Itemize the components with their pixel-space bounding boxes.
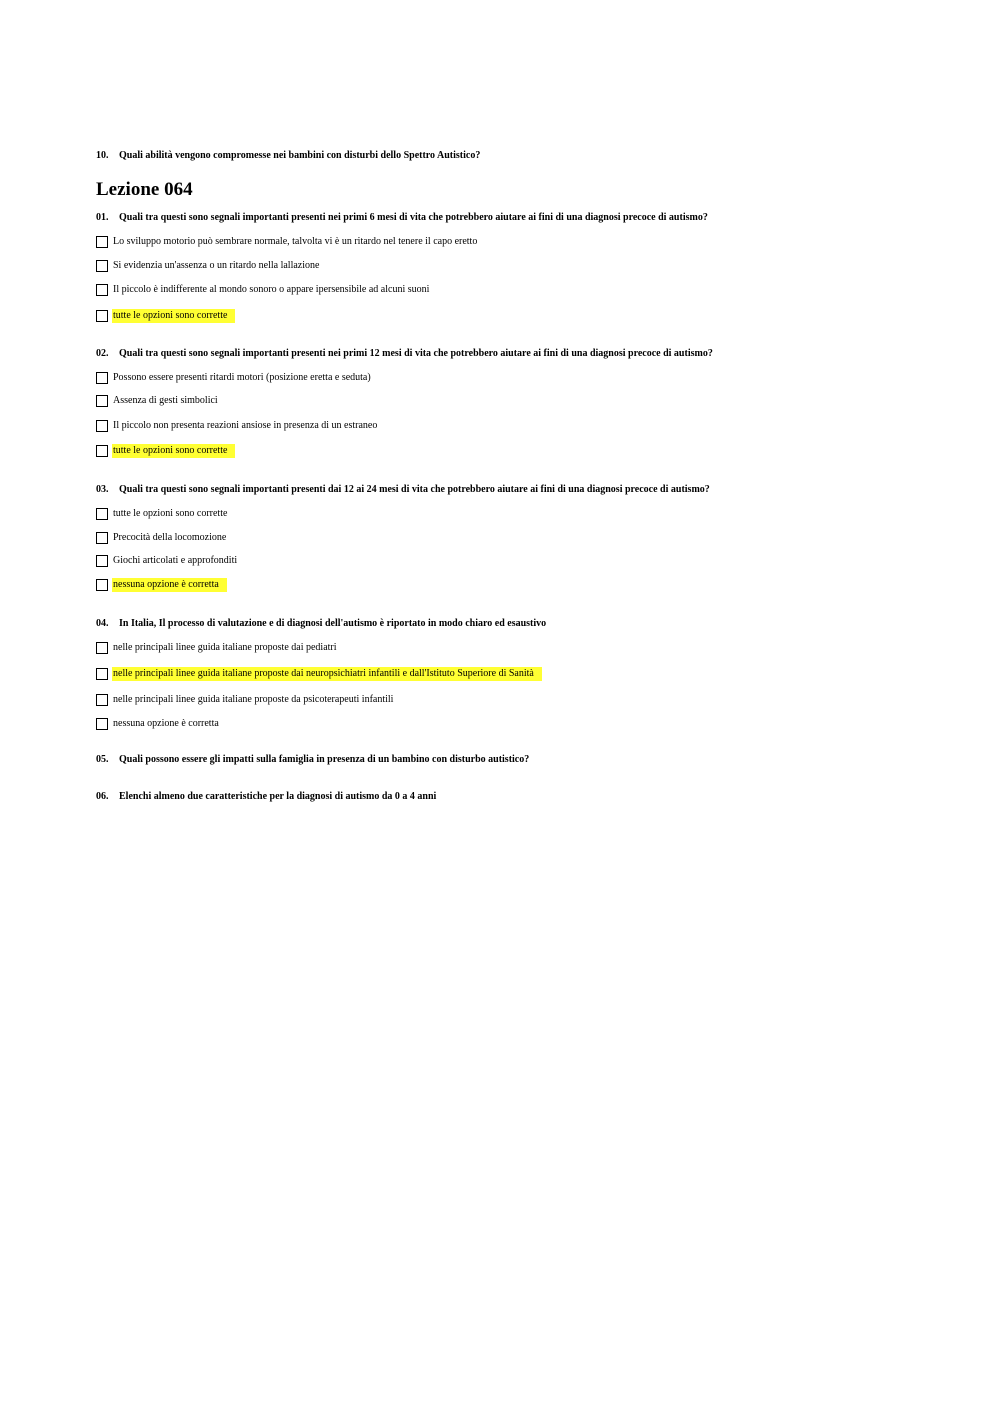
- checkbox[interactable]: [96, 236, 108, 248]
- question-text: In Italia, Il processo di valutazione e di diagnosi dell'autismo è riportato in modo chiaro ed esaustivo: [119, 618, 547, 629]
- option-text: nelle principali linee guida italiane proposte dai pediatri: [113, 642, 337, 653]
- question-number: 03.: [96, 484, 109, 495]
- question-text: Quali abilità vengono compromesse nei bambini con disturbi dello Spettro Autistico?: [119, 150, 481, 161]
- answer-option[interactable]: [96, 530, 228, 546]
- question-text: Quali tra questi sono segnali importanti presenti nei primi 6 mesi di vita che potrebbero aiutare ai fini di una diagnosi precoce di autismo?: [119, 212, 708, 223]
- checkbox[interactable]: [96, 555, 108, 567]
- answer-option[interactable]: [96, 418, 379, 434]
- answer-option[interactable]: [96, 692, 395, 708]
- option-text: Possono essere presenti ritardi motori (posizione eretta e seduta): [113, 372, 371, 383]
- checkbox[interactable]: [96, 260, 108, 272]
- checkbox[interactable]: [96, 372, 108, 384]
- option-text-highlighted: tutte le opzioni sono corrette: [112, 444, 235, 458]
- question-number: 05.: [96, 754, 109, 765]
- option-text: Lo sviluppo motorio può sembrare normale, talvolta vi è un ritardo nel tenere il capo eretto: [113, 236, 478, 247]
- checkbox[interactable]: [96, 284, 108, 296]
- option-text: Si evidenzia un'assenza o un ritardo nella lallazione: [113, 260, 320, 271]
- option-text: Il piccolo non presenta reazioni ansiose in presenza di un estraneo: [113, 420, 378, 431]
- option-text: Giochi articolati e approfonditi: [113, 555, 238, 566]
- answer-option[interactable]: [96, 393, 220, 409]
- option-text: nessuna opzione è corretta: [113, 718, 219, 729]
- checkbox[interactable]: [96, 420, 108, 432]
- checkbox[interactable]: [96, 395, 108, 407]
- answer-option[interactable]: [96, 506, 229, 522]
- question-number: 01.: [96, 212, 109, 223]
- answer-option[interactable]: [96, 282, 431, 298]
- option-text-highlighted: tutte le opzioni sono corrette: [112, 309, 235, 323]
- question-text: Quali tra questi sono segnali importanti presenti dai 12 ai 24 mesi di vita che potrebbero aiutare ai fini di una diagnosi precoce di autismo?: [119, 484, 710, 495]
- option-text: Il piccolo è indifferente al mondo sonoro o appare ipersensibile ad alcuni suoni: [113, 284, 430, 295]
- option-text-highlighted: nessuna opzione è corretta: [112, 578, 227, 592]
- answer-option-correct[interactable]: [96, 443, 235, 459]
- question-number: 06.: [96, 791, 109, 802]
- answer-option[interactable]: [96, 234, 479, 250]
- question-number: 02.: [96, 348, 109, 359]
- question-number: 04.: [96, 618, 109, 629]
- checkbox[interactable]: [96, 579, 108, 591]
- question-03: [96, 484, 956, 496]
- answer-option[interactable]: [96, 640, 339, 656]
- question-text: Quali tra questi sono segnali importanti presenti nei primi 12 mesi di vita che potrebbero aiutare ai fini di una diagnosi precoce di autismo?: [119, 348, 713, 359]
- question-02: [96, 348, 956, 360]
- answer-option[interactable]: [96, 258, 321, 274]
- checkbox[interactable]: [96, 445, 108, 457]
- checkbox[interactable]: [96, 310, 108, 322]
- option-text: tutte le opzioni sono corrette: [113, 508, 228, 519]
- lesson-title: Lezione 064: [96, 179, 193, 200]
- question-05: [96, 754, 956, 766]
- checkbox[interactable]: [96, 532, 108, 544]
- answer-option[interactable]: [96, 716, 221, 732]
- checkbox[interactable]: [96, 718, 108, 730]
- question-06: [96, 791, 956, 803]
- checkbox[interactable]: [96, 694, 108, 706]
- answer-option[interactable]: [96, 370, 373, 386]
- option-text: nelle principali linee guida italiane proposte da psicoterapeuti infantili: [113, 694, 394, 705]
- option-text: Assenza di gesti simbolici: [113, 395, 218, 406]
- question-10: [96, 150, 956, 162]
- answer-option-correct[interactable]: [96, 577, 227, 593]
- answer-option[interactable]: [96, 553, 239, 569]
- checkbox[interactable]: [96, 508, 108, 520]
- question-number: 10.: [96, 150, 109, 161]
- question-01: [96, 212, 956, 224]
- answer-option-correct[interactable]: [96, 308, 235, 324]
- option-text: Precocità della locomozione: [113, 532, 227, 543]
- checkbox[interactable]: [96, 668, 108, 680]
- checkbox[interactable]: [96, 642, 108, 654]
- answer-option-correct[interactable]: [96, 666, 542, 682]
- option-text-highlighted: nelle principali linee guida italiane proposte dai neuropsichiatri infantili e dall'Istituto Superiore di Sanità: [112, 667, 542, 681]
- question-text: Elenchi almeno due caratteristiche per la diagnosi di autismo da 0 a 4 anni: [119, 791, 437, 802]
- question-04: [96, 618, 956, 630]
- question-text: Quali possono essere gli impatti sulla famiglia in presenza di un bambino con disturbo autistico?: [119, 754, 530, 765]
